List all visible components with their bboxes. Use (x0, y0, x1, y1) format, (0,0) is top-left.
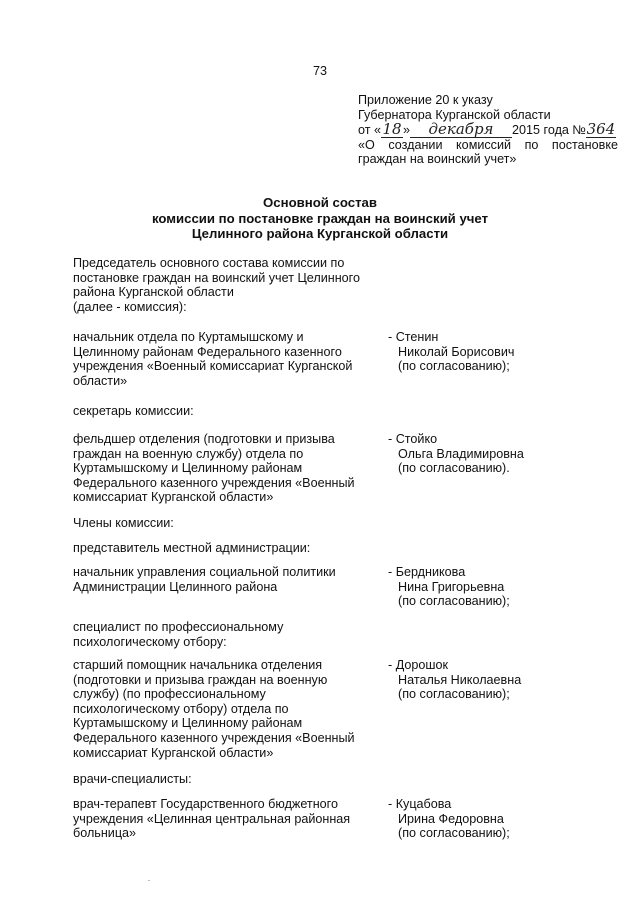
entry-person (388, 565, 628, 609)
position-line: района Курганской области (73, 285, 234, 300)
position-line: врачи-специалисты: (73, 772, 192, 786)
entry-position (73, 256, 373, 314)
position-line: специалист по профессиональному (73, 620, 284, 634)
entry-position (73, 516, 373, 531)
position-line: службу) (по профессиональному (73, 687, 266, 702)
position-line: Куртамышскому и Целинному районам (73, 716, 303, 731)
appendix-line-4: «О создании комиссий по постановке (358, 137, 618, 152)
entry-position (73, 797, 373, 841)
entry-position (73, 620, 373, 649)
date-mid: » (403, 123, 411, 138)
entry-person (388, 658, 628, 702)
person-note: (по согласованию); (398, 826, 510, 841)
person-surname: - Стойко (388, 432, 438, 446)
appendix-line-5: граждан на воинский учет» (358, 152, 517, 167)
person-given-names: Николай Борисович (398, 344, 515, 359)
position-line: психологическому отбору) отдела по (73, 701, 289, 716)
position-line: начальник отдела по Куртамышскому и (73, 330, 304, 344)
entry-position (73, 772, 373, 787)
position-line: Федерального казенного учреждения «Военный (73, 730, 355, 745)
position-line: секретарь комиссии: (73, 404, 194, 418)
position-line: психологическому отбору: (73, 634, 227, 649)
handwritten-number: 364 (586, 120, 616, 139)
entry-position (73, 404, 373, 419)
entry-position (73, 658, 373, 760)
appendix-header (358, 93, 618, 167)
person-surname: - Куцабова (388, 797, 452, 811)
position-line: (далее - комиссия): (73, 299, 187, 314)
position-line: комиссариат Курганской области» (73, 745, 274, 760)
entry-position (73, 565, 373, 594)
date-prefix: от « (358, 123, 381, 138)
person-note: (по согласованию); (398, 594, 510, 609)
position-line: Администрации Целинного района (73, 579, 278, 594)
entry-person (388, 330, 628, 374)
person-note: (по согласованию); (398, 359, 510, 374)
person-surname: - Дорошок (388, 658, 448, 672)
entry-person (388, 432, 628, 476)
person-given-names: Наталья Николаевна (398, 672, 522, 687)
position-line: постановке граждан на воинский учет Целинного (73, 270, 360, 285)
position-line: граждан на военную службу) отдела по (73, 446, 304, 461)
person-surname: - Стенин (388, 330, 439, 344)
person-given-names: Ольга Владимировна (398, 446, 524, 461)
person-note: (по согласованию). (398, 461, 510, 476)
position-line: больница» (73, 826, 137, 841)
entry-person (388, 797, 628, 841)
entry-position (73, 541, 373, 556)
position-line: Целинному районам Федерального казенного (73, 344, 342, 359)
title-line-3: Целинного района Курганской области (191, 226, 449, 241)
handwritten-day: 18 (382, 120, 402, 139)
entry-position (73, 330, 373, 388)
title-line-1: Основной состав (263, 195, 377, 210)
appendix-line-2: Губернатора Курганской области (358, 107, 551, 122)
position-line: области» (73, 373, 128, 388)
appendix-line-1: Приложение 20 к указу (358, 93, 493, 107)
position-line: фельдшер отделения (подготовки и призыва (73, 432, 335, 446)
entry-position (73, 432, 373, 505)
position-line: начальник управления социальной политики (73, 565, 336, 579)
position-line: Куртамышскому и Целинному районам (73, 461, 303, 476)
position-line: учреждения «Целинная центральная районная (73, 811, 351, 826)
scan-speck (148, 880, 150, 881)
position-line: Федерального казенного учреждения «Военный (73, 475, 355, 490)
position-line: представитель местной администрации: (73, 541, 311, 555)
handwritten-month: декабря (410, 122, 512, 138)
position-line: Члены комиссии: (73, 516, 174, 530)
position-line: комиссариат Курганской области» (73, 490, 274, 505)
person-surname: - Бердникова (388, 565, 466, 579)
position-line: врач-терапевт Государственного бюджетного (73, 797, 338, 811)
page-number: 73 (312, 64, 327, 78)
person-note: (по согласованию); (398, 687, 510, 702)
date-year: 2015 года № (512, 123, 586, 138)
document-title (100, 195, 540, 242)
appendix-date-line (358, 122, 618, 138)
position-line: Председатель основного состава комиссии по (73, 256, 345, 270)
person-given-names: Нина Григорьевна (398, 579, 505, 594)
position-line: (подготовки и призыва граждан на военную (73, 672, 328, 687)
position-line: учреждения «Военный комиссариат Курганской (73, 359, 353, 374)
person-given-names: Ирина Федоровна (398, 811, 504, 826)
position-line: старший помощник начальника отделения (73, 658, 323, 672)
title-line-2: комиссии по постановке граждан на воинский учет (151, 210, 489, 226)
